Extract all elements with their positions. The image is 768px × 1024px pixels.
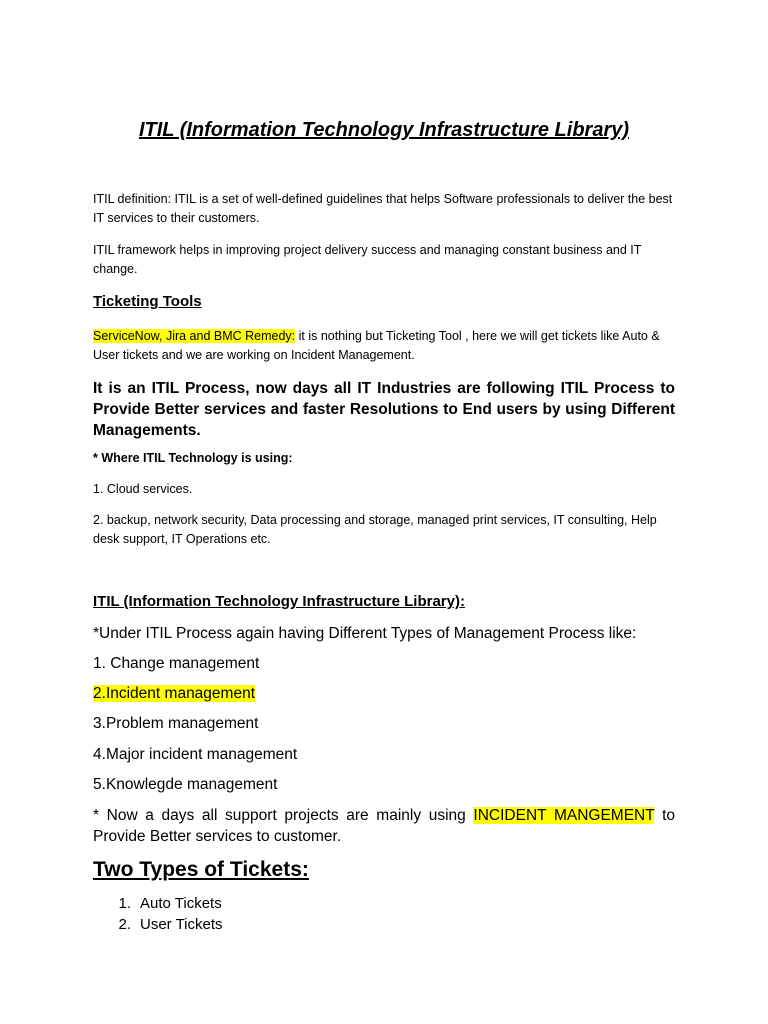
- itil-definition-paragraph: ITIL definition: ITIL is a set of well-defined guidelines that helps Software professionals to deliver the best IT services to their customers.: [93, 192, 673, 225]
- list-item-number: 1.: [118, 895, 131, 912]
- management-item-label: Knowlegde management: [105, 776, 278, 793]
- ticket-types-list: [93, 893, 675, 935]
- ticketing-tools-highlight: ServiceNow, Jira and BMC Remedy:: [93, 329, 296, 343]
- under-itil-paragraph: *Under ITIL Process again having Different Types of Management Process like:: [93, 625, 637, 642]
- management-item-number: 5.: [93, 776, 106, 793]
- itil-second-heading: ITIL (Information Technology Infrastructure Library):: [93, 593, 465, 610]
- incident-management-highlight: INCIDENT MANGEMENT: [473, 807, 655, 824]
- management-item: [93, 744, 675, 765]
- list-item: [93, 914, 675, 935]
- management-item-label: Major incident management: [105, 746, 298, 763]
- where-itil-using: * Where ITIL Technology is using:: [93, 451, 293, 465]
- management-item-highlight: [93, 685, 255, 702]
- document-title: ITIL (Information Technology Infrastructure Library): [138, 119, 630, 141]
- list-item-label: User Tickets: [140, 916, 223, 933]
- management-item: [93, 653, 675, 674]
- ticket-types-heading: Two Types of Tickets:: [93, 858, 309, 881]
- ticketing-tools-heading: Ticketing Tools: [93, 293, 202, 310]
- now-days-text-b: to Provide Better services to customer.: [93, 807, 675, 845]
- management-item-number: 1.: [93, 655, 106, 672]
- ticketing-tools-paragraph: [93, 327, 675, 365]
- management-item: [93, 774, 675, 795]
- management-item-label: Incident management: [105, 685, 256, 702]
- backup-services-item: 2. backup, network security, Data processing and storage, managed print services, IT consulting, Help desk support, IT Operations etc.: [93, 513, 657, 546]
- cloud-services-item: 1. Cloud services.: [93, 482, 193, 496]
- list-item: [93, 893, 675, 914]
- management-item-label: Change management: [105, 655, 260, 672]
- itil-process-paragraph: It is an ITIL Process, now days all IT Industries are following ITIL Process to Provide Better services and faster Resolutions to End users by using Different Managements.: [93, 380, 675, 439]
- list-item-number: 2.: [118, 916, 131, 933]
- management-item-label: Problem management: [105, 715, 259, 732]
- management-item-number: 3.: [93, 715, 106, 732]
- itil-framework-paragraph: ITIL framework helps in improving project delivery success and managing constant business and IT change.: [93, 243, 642, 276]
- list-item-label: Auto Tickets: [140, 895, 222, 912]
- now-days-paragraph: [93, 805, 675, 847]
- management-item-number: 4.: [93, 746, 106, 763]
- management-item: [93, 683, 675, 704]
- ticketing-tools-text: it is nothing but Ticketing Tool , here we will get tickets like Auto & User tickets and we are working on Incident Management.: [93, 329, 660, 362]
- management-item: [93, 713, 675, 734]
- now-days-text-a: * Now a days all support projects are mainly using: [93, 807, 474, 824]
- management-item-number: 2.: [93, 685, 106, 702]
